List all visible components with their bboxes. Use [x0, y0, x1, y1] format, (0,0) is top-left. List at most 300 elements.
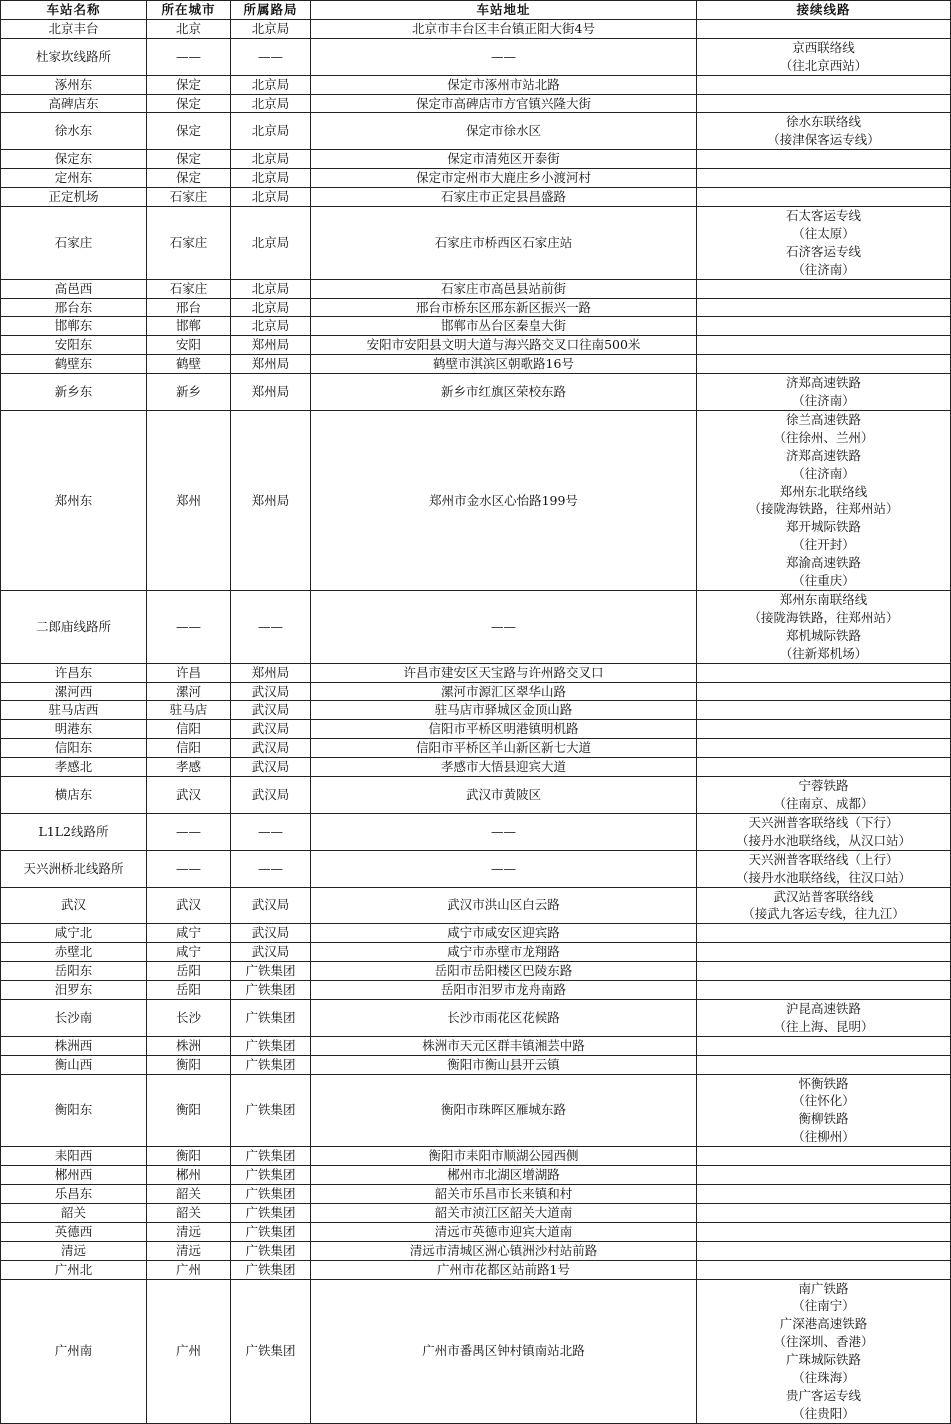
station-name-cell: 安阳东: [1, 336, 147, 355]
table-row: [1, 981, 951, 1000]
connections-cell: [697, 777, 951, 814]
header-city: 所在城市: [147, 1, 231, 20]
station-name-cell: L1L2线路所: [1, 813, 147, 850]
city-cell: 鹤壁: [147, 355, 231, 374]
bureau-cell: 武汉局: [231, 701, 311, 720]
connection-line: （接陇海铁路，往郑州站）: [748, 501, 899, 517]
address-cell: 保定市高碑店市方官镇兴隆大街: [311, 94, 697, 113]
bureau-cell: 北京局: [231, 94, 311, 113]
address-cell: 保定市徐水区: [311, 113, 697, 150]
address-cell: 保定市涿州市站北路: [311, 75, 697, 94]
table-row: [1, 279, 951, 298]
address-cell: ——: [311, 591, 697, 664]
station-name-cell: 天兴洲桥北线路所: [1, 850, 147, 887]
address-cell: 北京市丰台区丰台镇正阳大街4号: [311, 19, 697, 38]
connection-line: （接陇海铁路，往郑州站）: [748, 609, 899, 625]
city-cell: 衡阳: [147, 1074, 231, 1147]
address-cell: 衡阳市衡山县开云镇: [311, 1055, 697, 1074]
connection-line: （往济南）: [792, 393, 855, 409]
connection-line: （往北京西站）: [779, 57, 868, 73]
station-name-cell: 新乡东: [1, 374, 147, 411]
city-cell: 保定: [147, 169, 231, 188]
connection-line: 武汉站普客联络线: [773, 888, 874, 904]
bureau-cell: ——: [231, 813, 311, 850]
address-cell: 长沙市雨花区花候路: [311, 999, 697, 1036]
address-cell: 漯河市源汇区翠华山路: [311, 682, 697, 701]
address-cell: 广州市番禺区钟村镇南站北路: [311, 1279, 697, 1423]
bureau-cell: 广铁集团: [231, 1185, 311, 1204]
table-body: [1, 19, 951, 1423]
header-station-name: 车站名称: [1, 1, 147, 20]
station-name-cell: 定州东: [1, 169, 147, 188]
address-cell: 武汉市洪山区白云路: [311, 887, 697, 924]
address-cell: 保定市定州市大鹿庄乡小渡河村: [311, 169, 697, 188]
address-cell: 驻马店市驿城区金顶山路: [311, 701, 697, 720]
station-name-cell: 广州南: [1, 1279, 147, 1423]
station-name-cell: 漯河西: [1, 682, 147, 701]
connections-cell: [697, 113, 951, 150]
connection-line: （往开封）: [792, 537, 855, 553]
table-row: [1, 113, 951, 150]
bureau-cell: 北京局: [231, 113, 311, 150]
city-cell: 清远: [147, 1222, 231, 1241]
address-cell: 韶关市乐昌市长来镇和村: [311, 1185, 697, 1204]
bureau-cell: 广铁集团: [231, 999, 311, 1036]
address-cell: ——: [311, 813, 697, 850]
station-name-cell: 驻马店西: [1, 701, 147, 720]
connection-line: 郑开城际铁路: [785, 519, 861, 535]
bureau-cell: 郑州局: [231, 336, 311, 355]
connections-cell: [697, 999, 951, 1036]
station-name-cell: 信阳东: [1, 739, 147, 758]
bureau-cell: 武汉局: [231, 924, 311, 943]
bureau-cell: 广铁集团: [231, 981, 311, 1000]
table-row: [1, 1036, 951, 1055]
table-row: [1, 1055, 951, 1074]
connection-line: 郑渝高速铁路: [785, 555, 861, 571]
address-cell: 株洲市天元区群丰镇湘芸中路: [311, 1036, 697, 1055]
connections-cell: [697, 1166, 951, 1185]
table-row: [1, 188, 951, 207]
address-cell: 安阳市安阳县文明大道与海兴路交叉口往南500米: [311, 336, 697, 355]
table-row: [1, 1203, 951, 1222]
address-cell: 清远市清城区洲心镇洲沙村站前路: [311, 1241, 697, 1260]
city-cell: 韶关: [147, 1185, 231, 1204]
address-cell: 鹤壁市淇滨区朝歌路16号: [311, 355, 697, 374]
table-row: [1, 169, 951, 188]
bureau-cell: 广铁集团: [231, 1260, 311, 1279]
address-cell: 岳阳市汨罗市龙舟南路: [311, 981, 697, 1000]
bureau-cell: 广铁集团: [231, 1147, 311, 1166]
bureau-cell: 广铁集团: [231, 1166, 311, 1185]
table-row: [1, 38, 951, 75]
city-cell: 清远: [147, 1241, 231, 1260]
table-row: [1, 777, 951, 814]
station-name-cell: 杜家坎线路所: [1, 38, 147, 75]
bureau-cell: 北京局: [231, 75, 311, 94]
connection-line: 徐水东联络线: [785, 114, 861, 130]
connections-cell: [697, 887, 951, 924]
connections-cell: [697, 279, 951, 298]
connection-line: 济郑高速铁路: [785, 447, 861, 463]
connections-cell: [697, 1222, 951, 1241]
connections-cell: [697, 1147, 951, 1166]
table-row: [1, 336, 951, 355]
connection-line: （接丹水池联络线，从汉口站）: [735, 832, 911, 848]
connections-cell: [697, 1279, 951, 1423]
connections-cell: [697, 94, 951, 113]
table-row: [1, 924, 951, 943]
address-cell: ——: [311, 850, 697, 887]
table-row: [1, 94, 951, 113]
connection-line: 郑州东南联络线: [779, 592, 868, 607]
city-cell: 石家庄: [147, 188, 231, 207]
station-name-cell: 郑州东: [1, 410, 147, 590]
address-cell: 石家庄市正定县昌盛路: [311, 188, 697, 207]
connections-cell: [697, 663, 951, 682]
bureau-cell: 北京局: [231, 298, 311, 317]
bureau-cell: 广铁集团: [231, 1055, 311, 1074]
bureau-cell: 武汉局: [231, 943, 311, 962]
table-row: [1, 850, 951, 887]
address-cell: 邢台市桥东区邢东新区振兴一路: [311, 298, 697, 317]
connection-line: 济郑高速铁路: [785, 375, 861, 391]
bureau-cell: 武汉局: [231, 887, 311, 924]
station-name-cell: 石家庄: [1, 206, 147, 279]
city-cell: 邯郸: [147, 317, 231, 336]
bureau-cell: 广铁集团: [231, 1222, 311, 1241]
city-cell: 信阳: [147, 739, 231, 758]
table-row: [1, 1260, 951, 1279]
address-cell: ——: [311, 38, 697, 75]
connections-cell: [697, 943, 951, 962]
bureau-cell: 广铁集团: [231, 1074, 311, 1147]
connections-cell: [697, 355, 951, 374]
station-name-cell: 许昌东: [1, 663, 147, 682]
table-row: [1, 943, 951, 962]
bureau-cell: 武汉局: [231, 720, 311, 739]
city-cell: 咸宁: [147, 943, 231, 962]
connection-line: （往上海、昆明）: [773, 1018, 874, 1034]
address-cell: 韶关市浈江区韶关大道南: [311, 1203, 697, 1222]
address-cell: 清远市英德市迎宾大道南: [311, 1222, 697, 1241]
connections-cell: [697, 701, 951, 720]
connections-cell: [697, 720, 951, 739]
address-cell: 信阳市平桥区明港镇明机路: [311, 720, 697, 739]
station-name-cell: 徐水东: [1, 113, 147, 150]
address-cell: 石家庄市高邑县站前街: [311, 279, 697, 298]
table-row: [1, 75, 951, 94]
station-name-cell: 孝感北: [1, 758, 147, 777]
connections-cell: [697, 981, 951, 1000]
connections-cell: [697, 317, 951, 336]
connections-cell: [697, 682, 951, 701]
city-cell: ——: [147, 850, 231, 887]
station-name-cell: 高邑西: [1, 279, 147, 298]
city-cell: 岳阳: [147, 981, 231, 1000]
city-cell: 保定: [147, 150, 231, 169]
station-name-cell: 咸宁北: [1, 924, 147, 943]
station-name-cell: 岳阳东: [1, 962, 147, 981]
table-row: [1, 962, 951, 981]
bureau-cell: 广铁集团: [231, 1203, 311, 1222]
address-cell: 新乡市红旗区荣校东路: [311, 374, 697, 411]
connections-cell: [697, 150, 951, 169]
bureau-cell: 北京局: [231, 206, 311, 279]
station-name-cell: 正定机场: [1, 188, 147, 207]
station-name-cell: 横店东: [1, 777, 147, 814]
address-cell: 岳阳市岳阳楼区巴陵东路: [311, 962, 697, 981]
city-cell: 咸宁: [147, 924, 231, 943]
city-cell: 保定: [147, 75, 231, 94]
connections-cell: [697, 591, 951, 664]
station-name-cell: 韶关: [1, 1203, 147, 1222]
connection-line: （往新郑机场）: [779, 645, 868, 661]
connections-cell: [697, 75, 951, 94]
address-cell: 广州市花都区站前路1号: [311, 1260, 697, 1279]
connection-line: （往济南）: [792, 261, 855, 277]
connection-line: （接津保客运专线）: [767, 132, 880, 148]
connection-line: 天兴洲普客联络线（上行）: [748, 851, 899, 867]
connection-line: 沪昆高速铁路: [785, 1000, 861, 1016]
connections-cell: [697, 1185, 951, 1204]
bureau-cell: 郑州局: [231, 374, 311, 411]
city-cell: 岳阳: [147, 962, 231, 981]
table-row: [1, 317, 951, 336]
station-name-cell: 高碑店东: [1, 94, 147, 113]
station-name-cell: 明港东: [1, 720, 147, 739]
connection-line: 宁蓉铁路: [798, 778, 849, 794]
address-cell: 许昌市建安区天宝路与许州路交叉口: [311, 663, 697, 682]
connections-cell: [697, 924, 951, 943]
connection-line: 南广铁路: [798, 1280, 849, 1296]
city-cell: 武汉: [147, 887, 231, 924]
table-row: [1, 298, 951, 317]
station-name-cell: 乐昌东: [1, 1185, 147, 1204]
header-bureau: 所属路局: [231, 1, 311, 20]
bureau-cell: 广铁集团: [231, 962, 311, 981]
bureau-cell: ——: [231, 850, 311, 887]
bureau-cell: 武汉局: [231, 777, 311, 814]
station-name-cell: 广州北: [1, 1260, 147, 1279]
connection-line: （往柳州）: [792, 1129, 855, 1145]
table-row: [1, 682, 951, 701]
city-cell: 信阳: [147, 720, 231, 739]
connection-line: 郑机城际铁路: [785, 627, 861, 643]
bureau-cell: ——: [231, 38, 311, 75]
city-cell: 广州: [147, 1279, 231, 1423]
connections-cell: [697, 739, 951, 758]
address-cell: 武汉市黄陂区: [311, 777, 697, 814]
city-cell: 韶关: [147, 1203, 231, 1222]
address-cell: 咸宁市咸安区迎宾路: [311, 924, 697, 943]
connection-line: 石太客运专线: [785, 207, 861, 223]
connections-cell: [697, 1260, 951, 1279]
city-cell: 衡阳: [147, 1147, 231, 1166]
bureau-cell: 武汉局: [231, 739, 311, 758]
city-cell: 武汉: [147, 777, 231, 814]
connection-line: （往珠海）: [792, 1370, 855, 1386]
connections-cell: [697, 298, 951, 317]
connections-cell: [697, 1074, 951, 1147]
table-row: [1, 663, 951, 682]
station-name-cell: 鹤壁东: [1, 355, 147, 374]
station-name-cell: 保定东: [1, 150, 147, 169]
connection-line: 天兴洲普客联络线（下行）: [748, 814, 899, 830]
city-cell: 郴州: [147, 1166, 231, 1185]
table-row: [1, 720, 951, 739]
connections-cell: [697, 336, 951, 355]
connections-cell: [697, 1036, 951, 1055]
city-cell: ——: [147, 38, 231, 75]
address-cell: 邯郸市丛台区秦皇大街: [311, 317, 697, 336]
table-row: [1, 1241, 951, 1260]
bureau-cell: 北京局: [231, 317, 311, 336]
bureau-cell: 郑州局: [231, 355, 311, 374]
connections-cell: [697, 1055, 951, 1074]
connection-line: 广珠城际铁路: [785, 1352, 861, 1368]
station-name-cell: 邢台东: [1, 298, 147, 317]
address-cell: 衡阳市耒阳市顺湖公园西侧: [311, 1147, 697, 1166]
connection-line: （往南宁）: [792, 1298, 855, 1314]
city-cell: 保定: [147, 94, 231, 113]
station-name-cell: 汨罗东: [1, 981, 147, 1000]
connection-line: （往徐州、兰州）: [773, 429, 874, 445]
station-name-cell: 株洲西: [1, 1036, 147, 1055]
station-name-cell: 武汉: [1, 887, 147, 924]
city-cell: 石家庄: [147, 279, 231, 298]
connection-line: 怀衡铁路: [798, 1075, 849, 1091]
table-row: [1, 374, 951, 411]
connection-line: （接武九客运专线，往九江）: [742, 906, 905, 922]
city-cell: 许昌: [147, 663, 231, 682]
city-cell: 长沙: [147, 999, 231, 1036]
table-row: [1, 1074, 951, 1147]
table-row: [1, 999, 951, 1036]
connection-line: 京西联络线: [792, 39, 855, 55]
address-cell: 孝感市大悟县迎宾大道: [311, 758, 697, 777]
address-cell: 郴州市北湖区增湖路: [311, 1166, 697, 1185]
city-cell: ——: [147, 591, 231, 664]
station-name-cell: 长沙南: [1, 999, 147, 1036]
bureau-cell: ——: [231, 591, 311, 664]
city-cell: ——: [147, 813, 231, 850]
connections-cell: [697, 410, 951, 590]
connections-cell: [697, 38, 951, 75]
table-row: [1, 591, 951, 664]
header-row: [1, 1, 951, 20]
table-row: [1, 813, 951, 850]
bureau-cell: 广铁集团: [231, 1241, 311, 1260]
address-cell: 石家庄市桥西区石家庄站: [311, 206, 697, 279]
connections-cell: [697, 1241, 951, 1260]
bureau-cell: 北京局: [231, 188, 311, 207]
city-cell: 株洲: [147, 1036, 231, 1055]
city-cell: 邢台: [147, 298, 231, 317]
station-name-cell: 衡山西: [1, 1055, 147, 1074]
connection-line: （往贵阳）: [792, 1405, 855, 1421]
city-cell: 漯河: [147, 682, 231, 701]
address-cell: 咸宁市赤壁市龙翔路: [311, 943, 697, 962]
connection-line: 郑州东北联络线: [779, 483, 868, 499]
bureau-cell: 郑州局: [231, 410, 311, 590]
city-cell: 孝感: [147, 758, 231, 777]
address-cell: 郑州市金水区心怡路199号: [311, 410, 697, 590]
address-cell: 衡阳市珠晖区雁城东路: [311, 1074, 697, 1147]
bureau-cell: 广铁集团: [231, 1279, 311, 1423]
connection-line: （往重庆）: [792, 573, 855, 589]
table-row: [1, 739, 951, 758]
connection-line: （接丹水池联络线，往汉口站）: [735, 869, 911, 885]
connection-line: 广深港高速铁路: [779, 1316, 868, 1332]
city-cell: 衡阳: [147, 1055, 231, 1074]
table-row: [1, 206, 951, 279]
table-row: [1, 1147, 951, 1166]
table-row: [1, 1185, 951, 1204]
station-name-cell: 二郎庙线路所: [1, 591, 147, 664]
connections-cell: [697, 758, 951, 777]
connections-cell: [697, 188, 951, 207]
station-name-cell: 衡阳东: [1, 1074, 147, 1147]
bureau-cell: 北京局: [231, 279, 311, 298]
connection-line: 衡柳铁路: [798, 1111, 849, 1127]
connections-cell: [697, 850, 951, 887]
connections-cell: [697, 169, 951, 188]
table-row: [1, 355, 951, 374]
connections-cell: [697, 1203, 951, 1222]
address-cell: 信阳市平桥区羊山新区新七大道: [311, 739, 697, 758]
station-name-cell: 英德西: [1, 1222, 147, 1241]
table-row: [1, 1279, 951, 1423]
connection-line: （往南京、成都）: [773, 795, 874, 811]
connection-line: （往怀化）: [792, 1093, 855, 1109]
city-cell: 郑州: [147, 410, 231, 590]
bureau-cell: 武汉局: [231, 758, 311, 777]
station-name-cell: 北京丰台: [1, 19, 147, 38]
bureau-cell: 广铁集团: [231, 1036, 311, 1055]
connections-cell: [697, 19, 951, 38]
table-row: [1, 701, 951, 720]
city-cell: 广州: [147, 1260, 231, 1279]
connections-cell: [697, 374, 951, 411]
table-row: [1, 410, 951, 590]
bureau-cell: 武汉局: [231, 682, 311, 701]
city-cell: 石家庄: [147, 206, 231, 279]
table-row: [1, 19, 951, 38]
address-cell: 保定市清苑区开泰街: [311, 150, 697, 169]
station-name-cell: 清远: [1, 1241, 147, 1260]
header-address: 车站地址: [311, 1, 697, 20]
city-cell: 保定: [147, 113, 231, 150]
bureau-cell: 北京局: [231, 150, 311, 169]
connection-line: 徐兰高速铁路: [785, 411, 861, 427]
city-cell: 安阳: [147, 336, 231, 355]
city-cell: 新乡: [147, 374, 231, 411]
station-name-cell: 赤壁北: [1, 943, 147, 962]
station-name-cell: 郴州西: [1, 1166, 147, 1185]
station-name-cell: 耒阳西: [1, 1147, 147, 1166]
table-row: [1, 1222, 951, 1241]
bureau-cell: 北京局: [231, 19, 311, 38]
header-connections: 接续线路: [697, 1, 951, 20]
table-row: [1, 887, 951, 924]
connections-cell: [697, 206, 951, 279]
connections-cell: [697, 813, 951, 850]
connection-line: 贵广客运专线: [785, 1387, 861, 1403]
table-row: [1, 150, 951, 169]
station-name-cell: 邯郸东: [1, 317, 147, 336]
bureau-cell: 郑州局: [231, 663, 311, 682]
